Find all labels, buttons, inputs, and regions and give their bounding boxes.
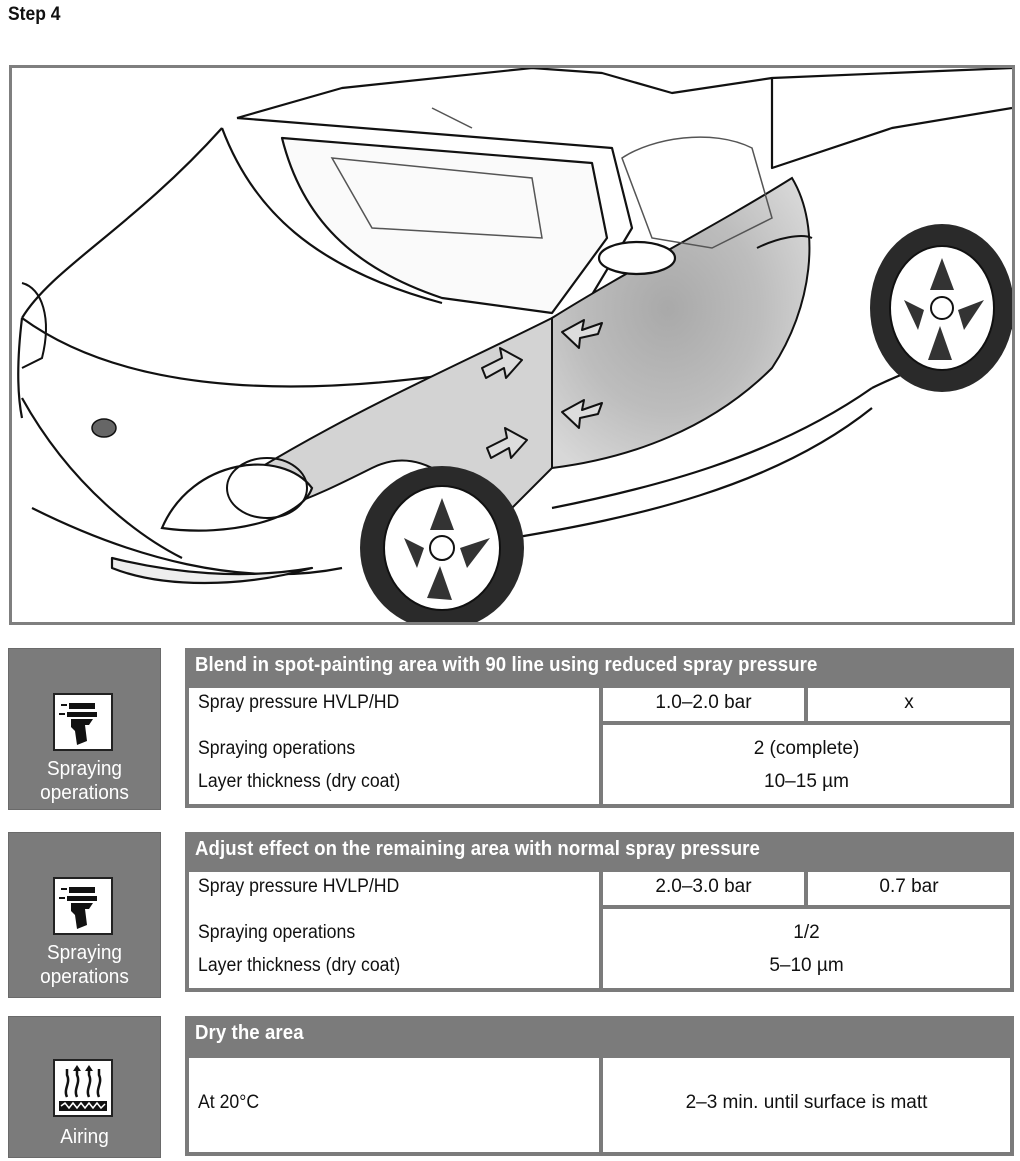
panel-title: Dry the area [195,1022,304,1044]
hvlp-pressure-cell [603,872,804,905]
airing-heat-icon [53,1059,113,1117]
spray-pressure-label: Spray pressure HVLP/HD [198,692,400,713]
hvlp-pressure-value: 1.0–2.0 bar [655,692,752,713]
spray-parameters-panel [185,648,1014,808]
hd-pressure-value: 0.7 bar [879,876,939,897]
hd-pressure-cell [808,872,1010,905]
spray-pressure-label: Spray pressure HVLP/HD [198,876,400,897]
side-label-line2: operations [40,966,129,988]
drying-time-value: 2–3 min. until surface is matt [685,1092,928,1113]
airing-label: Airing [60,1126,109,1148]
spraying-operations-label: Spraying operations [198,738,356,759]
hvlp-pressure-value: 2.0–3.0 bar [655,876,752,897]
spraying-operations-value: 1/2 [793,922,820,943]
spray-pressure-label-cell [189,688,599,804]
drying-panel [185,1016,1014,1156]
layer-thickness-value: 10–15 µm [764,771,849,792]
spray-pressure-label-cell [189,872,599,988]
section-adjust-effect [8,832,1016,992]
side-label-line1: Spraying [47,758,122,780]
hvlp-pressure-cell [603,688,804,721]
car-illustration [9,65,1015,625]
spray-gun-icon [53,877,113,935]
hd-pressure-cell [808,688,1010,721]
side-label-line2: operations [40,782,129,804]
spraying-operations-block [8,832,161,998]
drying-time-cell [603,1058,1010,1152]
spray-parameters-panel [185,832,1014,992]
hd-pressure-value: x [904,692,914,713]
spraying-operations-value: 2 (complete) [753,738,860,759]
side-label-line1: Spraying [47,942,122,964]
operations-thickness-cell [603,725,1010,804]
panel-title: Adjust effect on the remaining area with normal spray pressure [195,838,760,860]
layer-thickness-value: 5–10 µm [769,955,844,976]
layer-thickness-label: Layer thickness (dry coat) [198,771,401,792]
spraying-operations-block [8,648,161,810]
step-title: Step 4 [8,4,61,25]
temperature-label: At 20°C [198,1092,260,1113]
airing-block [8,1016,161,1158]
operations-thickness-cell [603,909,1010,988]
layer-thickness-label: Layer thickness (dry coat) [198,955,401,976]
section-blend-spot-painting [8,648,1016,808]
panel-title: Blend in spot-painting area with 90 line using reduced spray pressure [195,654,818,676]
temperature-cell [189,1058,599,1152]
spraying-operations-label: Spraying operations [198,922,356,943]
section-dry-area [8,1016,1016,1156]
spray-gun-icon [53,693,113,751]
